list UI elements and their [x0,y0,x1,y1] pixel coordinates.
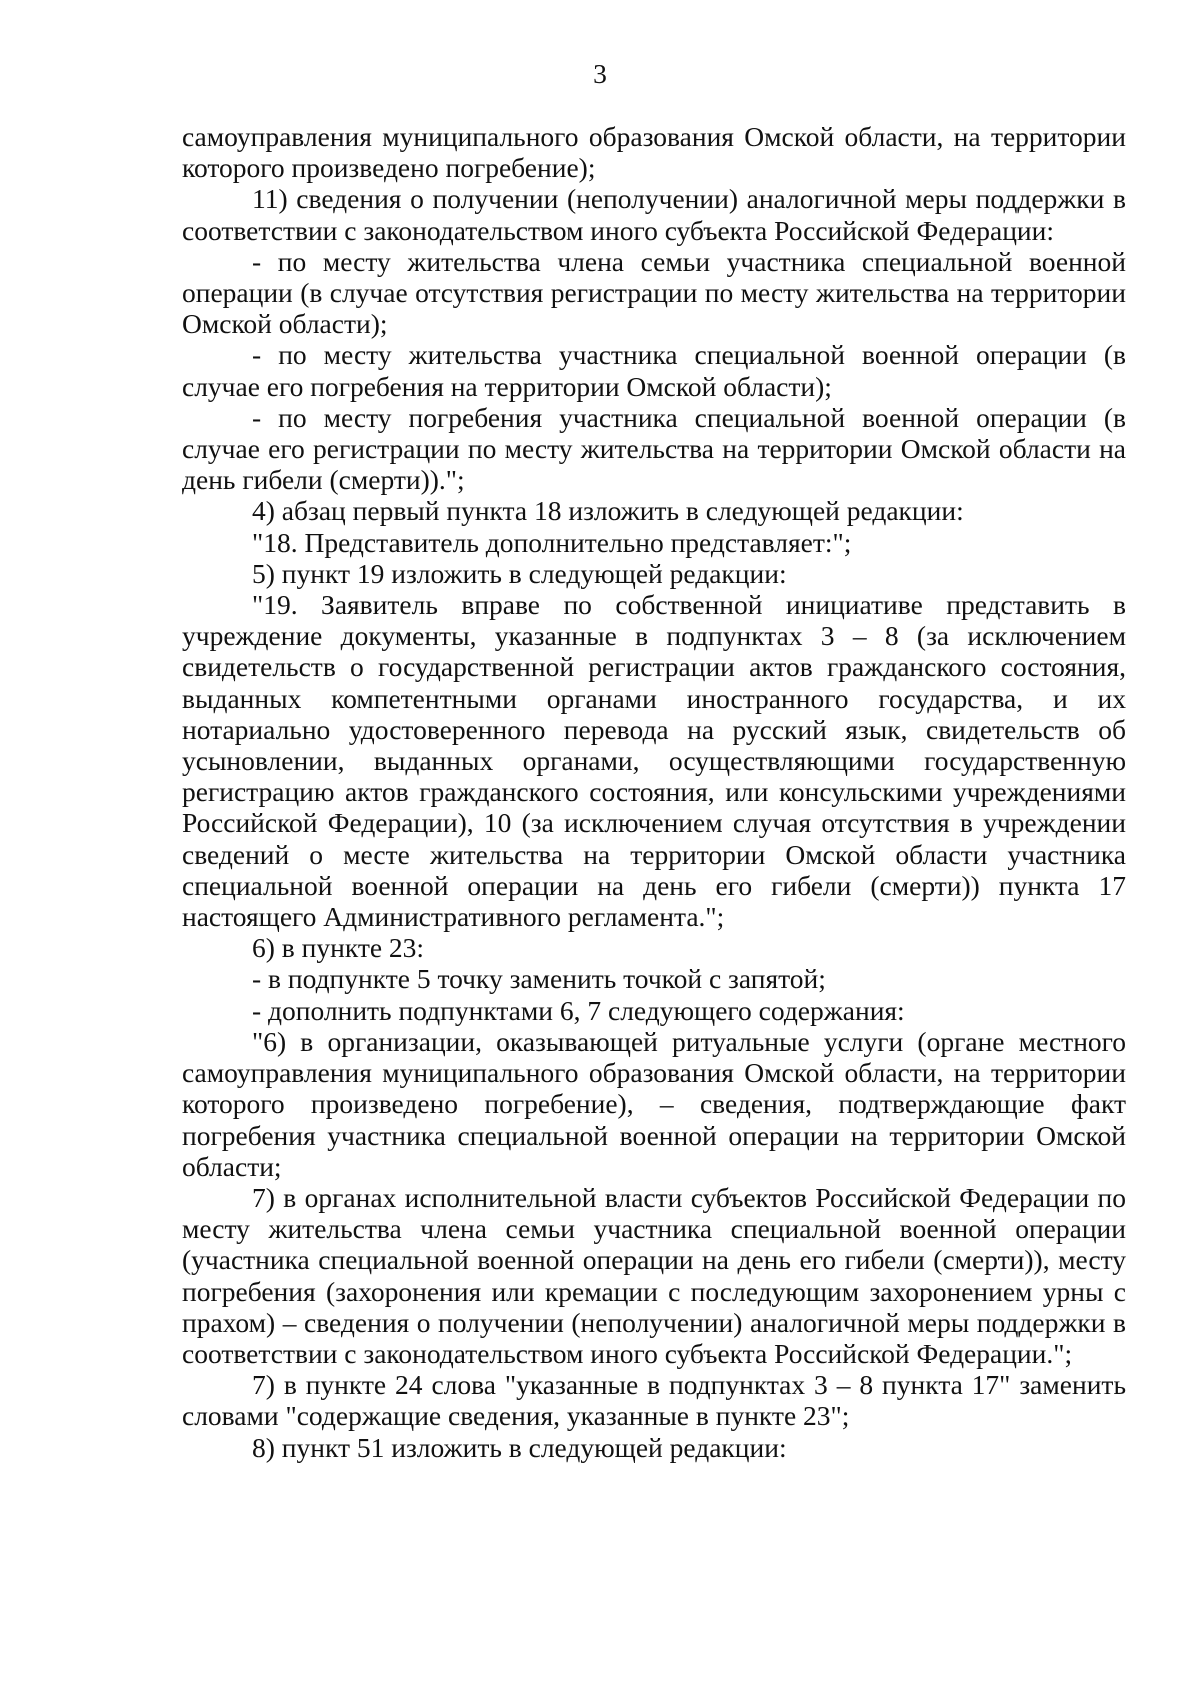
document-body [182,121,1126,1463]
paragraph-item-7: 7) в пункте 24 слова "указанные в подпунктах 3 – 8 пункта 17" заменить словами "содержащие сведения, указанные в пункте 23"; [182,1369,1126,1432]
paragraph-item-8: 8) пункт 51 изложить в следующей редакции: [252,1431,787,1463]
paragraph-item-6: 6) в пункте 23: [252,932,425,964]
paragraph-item-5: 5) пункт 19 изложить в следующей редакции: [252,557,787,589]
paragraph-subitem-7: 7) в органах исполнительной власти субъектов Российской Федерации по месту жительства члена семьи участника специальной военной операции (участника специальной военной операции на день его гибели (смерти)), месту погребения (захоронения или кремации с последующим захоронением урны с прахом) – сведения о получении (неполучении) аналогичной меры поддержки в соответствии с законодательством иного субъекта Российской Федерации."; [182,1181,1126,1369]
paragraph-bullet-participant-residence: - по месту жительства участника специальной военной операции (в случае его погребения на территории Омской области); [182,339,1126,402]
paragraph-bullet-burial-place: - по месту погребения участника специальной военной операции (в случае его регистрации по месту жительства на территории Омской области на день гибели (смерти))."; [182,401,1126,496]
paragraph-bullet-add-subitems: - дополнить подпунктами 6, 7 следующего содержания: [252,994,905,1026]
paragraph-item-4: 4) абзац первый пункта 18 изложить в следующей редакции: [252,495,964,527]
paragraph-continuation: самоуправления муниципального образования Омской области, на территории которого произведено погребение); [182,121,1126,184]
page-number: 3 [593,58,607,89]
paragraph-bullet-subitem-5: - в подпункте 5 точку заменить точкой с запятой; [252,963,826,995]
paragraph-item-11: 11) сведения о получении (неполучении) аналогичной меры поддержки в соответствии с законодательством иного субъекта Российской Федерации: [182,183,1126,246]
paragraph-clause-18: "18. Представитель дополнительно представляет:"; [252,526,852,558]
paragraph-bullet-family-residence: - по месту жительства члена семьи участника специальной военной операции (в случае отсутствия регистрации по месту жительства на территории Омской области); [182,245,1126,340]
paragraph-clause-19: "19. Заявитель вправе по собственной инициативе представить в учреждение документы, указанные в подпунктах 3 – 8 (за исключением свидетельств о государственной регистрации актов гражданского состояния, выданных компетентными органами иностранного государства, и их нотариально удостоверенного перевода на русский язык, свидетельств об усыновлении, выданных органами, осуществляющими государственную регистрацию актов гражданского состояния, или консульскими учреждениями Российской Федерации), 10 (за исключением случая отсутствия в учреждении сведений о месте жительства на территории Омской области участника специальной военной операции на день его гибели (смерти)) пункта 17 настоящего Административного регламента."; [182,589,1126,933]
paragraph-subitem-6: "6) в организации, оказывающей ритуальные услуги (органе местного самоуправления муниципального образования Омской области, на территории которого произведено погребение), – сведения, подтверждающие факт погребения участника специальной военной операции на территории Омской области; [182,1025,1126,1182]
